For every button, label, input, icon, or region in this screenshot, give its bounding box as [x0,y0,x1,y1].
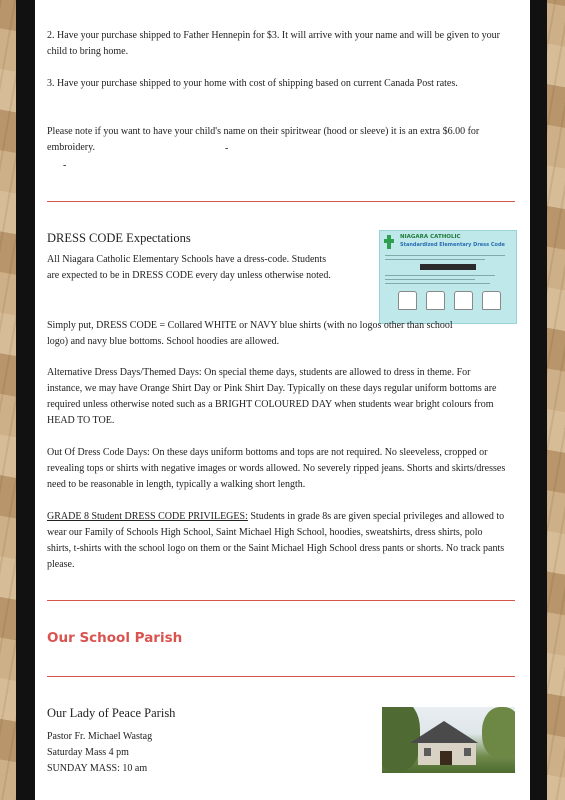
flyer-text-line [385,279,475,280]
shirt-icon [454,291,473,310]
church-window [424,748,431,756]
sunday-mass-time: SUNDAY MASS: 10 am [47,763,148,774]
parish-name: Our Lady of Peace Parish [47,706,176,720]
section-divider [47,600,515,601]
grade8-privileges [47,509,507,573]
grade8-label: GRADE 8 Student DRESS CODE PRIVILEGES: [47,511,248,522]
church-window [464,748,471,756]
flyer-subtitle: Standardized Elementary Dress Code [400,242,505,248]
flyer-text-line [385,283,490,284]
flyer-text-line [385,259,485,260]
section-divider [47,201,515,202]
section-divider [47,676,515,677]
shirt-icon [482,291,501,310]
shirt-icon [398,291,417,310]
embroidery-note: Please note if you want to have your child's name on their spiritwear (hood or sleeve) it is an extra $6.00 for embroidery. [47,126,480,153]
saturday-mass-time: Saturday Mass 4 pm [47,747,129,758]
alternative-dress-days: Alternative Dress Days/Themed Days: On special theme days, students are allowed to dress in theme. For instance, we may have Orange Shirt Day or Pink Shirt Day. Typically on these days regular uniform bottoms are required unless otherwise noted such as a BRIGHT COLOURED DAY when students wear bright colours from HEAD TO TOE. [47,367,497,426]
cross-logo-icon [384,235,394,249]
flyer-text-line [385,255,505,256]
shipping-option-2: 2. Have your purchase shipped to Father Hennepin for $3. It will arrive with your name and will be given to your child to bring home. [47,30,500,57]
flyer-banner [420,264,476,270]
dress-code-heading: DRESS CODE Expectations [47,231,191,245]
dress-code-simply-put: Simply put, DRESS CODE = Collared WHITE or NAVY blue shirts (with no logos other than school logo) and navy blue bottoms. School hoodies are allowed. [47,320,453,347]
dress-code-intro: All Niagara Catholic Elementary Schools have a dress-code. Students are expected to be in DRESS CODE every day unless otherwise noted. [47,254,331,281]
dash-mark: - [63,160,67,171]
parish-section-title: Our School Parish [47,630,183,646]
dress-code-flyer-image [379,230,517,324]
shirt-icon [426,291,445,310]
newsletter-page [35,0,530,800]
dash-mark: - [225,143,229,154]
flyer-title: NIAGARA CATHOLIC [400,234,461,240]
flyer-text-line [385,275,495,276]
grade8-text: Students in grade 8s are given special privileges and allowed to wear our Family of Schools High School, Saint Michael High School, hoodies, sweatshirts, dress shirts, polo shirts, t-shirts with the school logo on them or the Saint Michael High School dress pants or shorts. No track pants please. [47,511,505,570]
church-roof [410,721,478,743]
church-door [440,751,452,765]
shipping-option-3: 3. Have your purchase shipped to your home with cost of shipping based on current Canada Post rates. [47,78,458,89]
parish-pastor: Pastor Fr. Michael Wastag [47,731,153,742]
church-photo [382,707,515,773]
out-of-dress-code-days: Out Of Dress Code Days: On these days uniform bottoms and tops are not required. No sleeveless, cropped or revealing tops or shirts with negative images or words allowed. No severely ripped jeans. Shorts and skirts/dresses need to be reasonable in length, typically a walking short length. [47,447,506,490]
tree-shape [482,707,515,759]
